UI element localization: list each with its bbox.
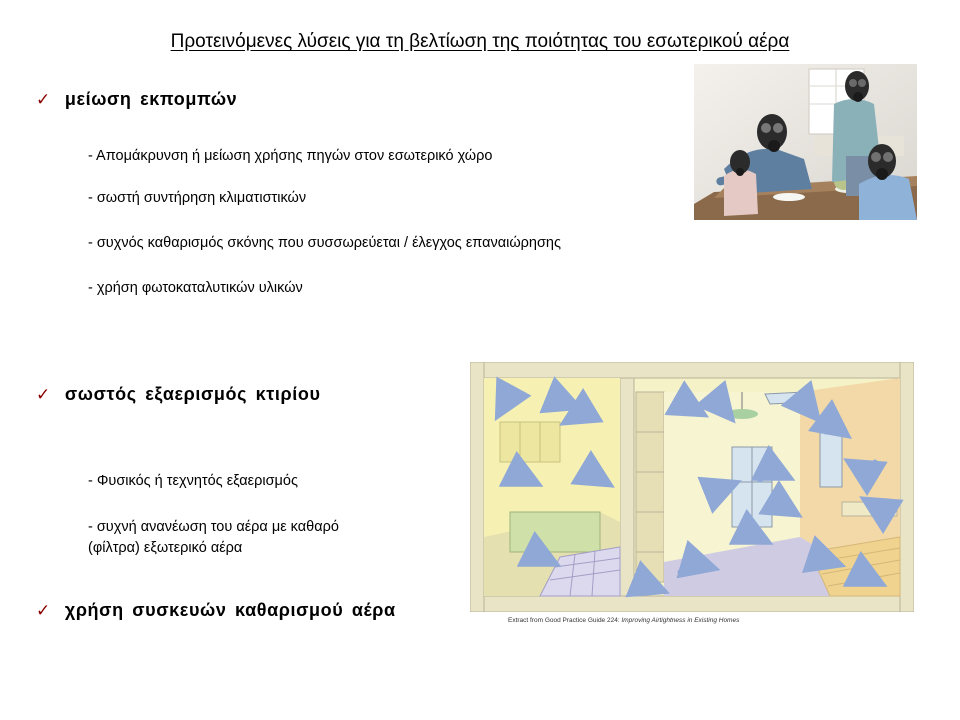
ventilation-diagram xyxy=(470,362,914,612)
section-heading-ventilation xyxy=(36,384,321,405)
heading-text: χρήση συσκευών καθαρισμού αέρα xyxy=(64,600,396,620)
diagram-caption xyxy=(508,617,739,624)
check-icon: ✓ xyxy=(36,90,51,109)
section-heading-air-purifiers xyxy=(36,600,396,621)
page-title: Προτεινόμενες λύσεις για τη βελτίωση της ποιότητας του εσωτερικού αέρα xyxy=(170,31,790,52)
list-item: - συχνός καθαρισμός σκόνης που συσσωρεύεται / έλεγχος επαναιώρησης xyxy=(88,235,561,251)
list-item: (φίλτρα) εξωτερικό αέρα xyxy=(88,540,243,556)
gas-mask-family-photo xyxy=(694,64,917,220)
caption-italic: Improving Airtightness in Existing Homes xyxy=(621,617,740,624)
heading-text: μείωση εκπομπών xyxy=(64,89,238,109)
list-item: - Απομάκρυνση ή μείωση χρήσης πηγών στον εσωτερικό χώρο xyxy=(88,148,493,164)
list-item: - συχνή ανανέωση του αέρα με καθαρό xyxy=(88,519,339,535)
check-icon: ✓ xyxy=(36,601,51,620)
list-item: - Φυσικός ή τεχνητός εξαερισμός xyxy=(88,473,298,489)
caption-prefix: Extract from Good Practice Guide 224: xyxy=(508,617,622,624)
list-item: - χρήση φωτοκαταλυτικών υλικών xyxy=(88,280,303,296)
check-icon: ✓ xyxy=(36,385,51,404)
list-item: - σωστή συντήρηση κλιματιστικών xyxy=(88,190,307,206)
heading-text: σωστός εξαερισμός κτιρίου xyxy=(64,384,321,404)
section-heading-emissions xyxy=(36,89,237,110)
